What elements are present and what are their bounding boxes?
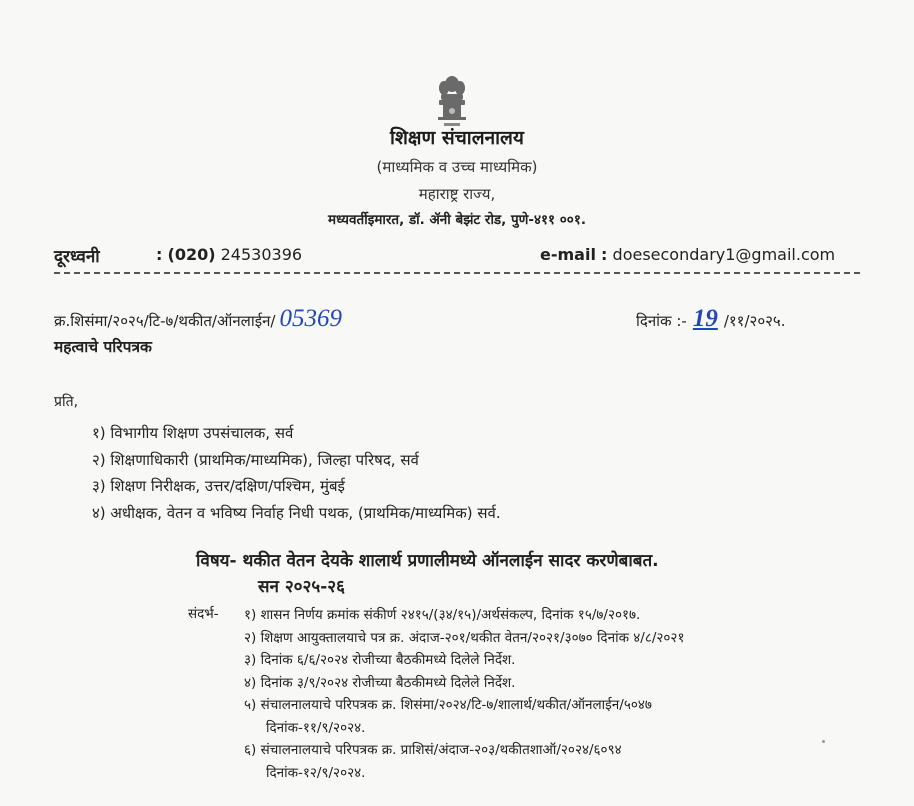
reference-continuation: दिनांक-१२/९/२०२४.	[266, 764, 366, 781]
reference-number-handwritten: 05369	[279, 305, 342, 332]
phone-value: : (020) 24530396	[156, 245, 303, 264]
reference-item	[244, 672, 684, 695]
email-line: e-mail : doesecondary1@gmail.com	[540, 245, 836, 264]
org-address: मध्यवर्तीइमारत, डॉ. ॲनी बेझंट रोड, पुणे-४११ ००१.	[328, 212, 586, 228]
reference-text: २) शिक्षण आयुक्तालयाचे पत्र क्र. अंदाज-२०१/थकीत वेतन/२०२१/३०७० दिनांक ४/८/२०२१	[244, 629, 685, 646]
recipient-item: ३) शिक्षण निरीक्षक, उत्तर/दक्षिण/पश्चिम, मुंबई	[92, 477, 345, 495]
org-state: महाराष्ट्र राज्य,	[418, 185, 496, 203]
phone-code: (020)	[167, 245, 216, 264]
recipient-item: २) शिक्षणाधिकारी (प्राथमिक/माध्यमिक), जिल्हा परिषद, सर्व	[92, 450, 419, 469]
phone-label	[54, 244, 100, 267]
reference-item	[244, 694, 684, 717]
letter-reference	[54, 305, 342, 333]
email-label: e-mail	[540, 245, 596, 264]
date-label: दिनांक :-	[636, 312, 687, 330]
reference-item	[244, 627, 684, 650]
divider	[54, 272, 860, 274]
subject	[196, 548, 659, 600]
reference-text: ४) दिनांक ३/९/२०२४ रोजीच्या बैठकीमध्ये दिलेले निर्देश.	[244, 674, 516, 691]
reference-text: ३) दिनांक ६/६/२०२४ रोजीच्या बैठकीमध्ये दिलेले निर्देश.	[244, 652, 516, 668]
national-emblem-icon	[432, 72, 472, 130]
reference-item	[244, 739, 684, 762]
reference-continuation: दिनांक-११/९/२०२४.	[266, 719, 366, 736]
reference-text: १) शासन निर्णय क्रमांक संकीर्ण २४१५/(३४/१५)/अर्थसंकल्प, दिनांक १५/७/२०१७.	[244, 607, 641, 623]
org-name: शिक्षण संचालनालय	[390, 127, 524, 149]
subject-line: विषय- थकीत वेतन देयके शालार्थ प्रणालीमध्ये ऑनलाईन सादर करणेबाबत.	[196, 551, 659, 571]
org-subtitle: (माध्यमिक व उच्च माध्यमिक)	[376, 158, 538, 176]
phone-number: 24530396	[220, 245, 303, 264]
reference-text: ६) संचालनालयाचे परिपत्रक क्र. प्राशिसं/अंदाज-२०३/थकीतशाऑ/२०२४/६०९४	[244, 742, 622, 758]
date-rest: /११/२०२५.	[723, 312, 786, 330]
recipients-label: प्रति,	[54, 394, 79, 410]
references-list	[244, 604, 684, 784]
reference-prefix: क्र.शिसंमा/२०२५/टि-७/थकीत/ऑनलाईन/	[54, 312, 276, 330]
references-label: संदर्भ-	[188, 606, 219, 622]
reference-text: ५) संचालनालयाचे परिपत्रक क्र. शिसंमा/२०२४/टि-७/शालार्थ/थकीत/ऑनलाईन/५०४७	[244, 697, 652, 713]
date-day-handwritten: 19	[692, 305, 718, 332]
phone-label-text: दूरध्वनी	[54, 247, 100, 267]
reference-item	[244, 604, 684, 627]
recipient-item: १) विभागीय शिक्षण उपसंचालक, सर्व	[92, 424, 294, 442]
email-value[interactable]: doesecondary1@gmail.com	[612, 245, 836, 264]
letter-date	[636, 305, 786, 333]
reference-item	[244, 649, 684, 672]
recipients-list	[92, 420, 501, 526]
circular-type: महत्वाचे परिपत्रक	[54, 338, 152, 356]
recipient-item: ४) अधीक्षक, वेतन व भविष्य निर्वाह निधी पथक, (प्राथमिक/माध्यमिक) सर्व.	[92, 503, 501, 522]
subject-year: सन २०२५-२६	[258, 577, 345, 597]
paper-mark	[822, 740, 825, 743]
